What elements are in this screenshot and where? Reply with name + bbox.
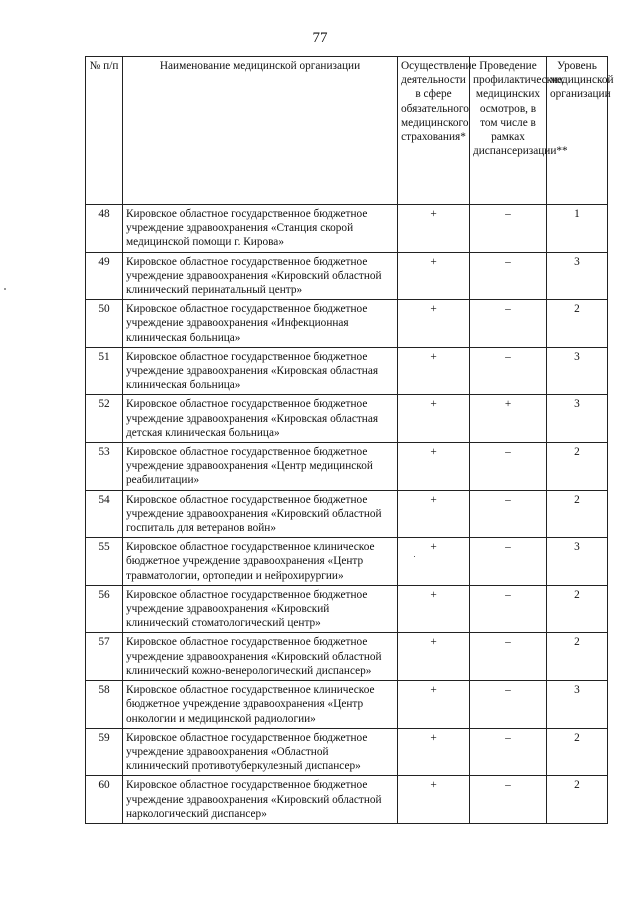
prof-mark: – [470,347,547,395]
row-number: 48 [86,205,123,253]
prof-mark: – [470,252,547,300]
oms-mark: + [398,252,470,300]
oms-mark: + [398,633,470,681]
row-number: 52 [86,395,123,443]
prof-mark: – [470,300,547,348]
table-row [86,585,608,633]
organization-level: 3 [547,538,608,586]
organization-name: Кировское областное государственное бюджетное учреждение здравоохранения «Областной клинический противотуберкулезный диспансер» [123,728,398,776]
prof-mark: – [470,728,547,776]
oms-mark: + [398,490,470,538]
oms-mark: + [398,681,470,729]
prof-mark: – [470,205,547,253]
table-row [86,538,608,586]
table-body [86,205,608,824]
organization-name: Кировское областное государственное бюджетное учреждение здравоохранения «Кировский областной клинический кожно-венерологический диспансер» [123,633,398,681]
organization-name: Кировское областное государственное клиническое бюджетное учреждение здравоохранения «Центр травматологии, ортопедии и нейрохирургии» [123,538,398,586]
table-row [86,205,608,253]
table-row [86,347,608,395]
oms-mark: + [398,728,470,776]
prof-mark: – [470,585,547,633]
oms-mark: + [398,347,470,395]
prof-mark: – [470,443,547,491]
table-row [86,728,608,776]
organization-level: 2 [547,490,608,538]
table-row [86,681,608,729]
oms-mark: + [398,585,470,633]
oms-mark: + [398,205,470,253]
organization-level: 2 [547,728,608,776]
organization-level: 3 [547,252,608,300]
prof-mark: – [470,490,547,538]
oms-mark: + [398,300,470,348]
organization-level: 2 [547,776,608,824]
prof-mark: – [470,538,547,586]
margin-mark [4,288,6,290]
prof-mark: – [470,633,547,681]
table-row [86,395,608,443]
organization-level: 2 [547,443,608,491]
organization-level: 2 [547,633,608,681]
organization-name: Кировское областное государственное бюджетное учреждение здравоохранения «Кировская областная клиническая больница» [123,347,398,395]
table-row [86,490,608,538]
table-row [86,252,608,300]
row-number: 49 [86,252,123,300]
oms-mark: + [398,776,470,824]
row-number: 57 [86,633,123,681]
header-oms: Осуществление деятельности в сфере обязательного медицинского страхования* [398,57,470,205]
prof-mark: – [470,681,547,729]
row-number: 60 [86,776,123,824]
organization-name: Кировское областное государственное бюджетное учреждение здравоохранения «Станция скорой медицинской помощи г. Кирова» [123,205,398,253]
row-number: 50 [86,300,123,348]
header-name: Наименование медицинской организации [123,57,398,205]
organization-level: 2 [547,585,608,633]
table-header-row [86,57,608,205]
organization-level: 3 [547,347,608,395]
header-prof: Проведение профилактических медицинских осмотров, в том числе в рамках диспансеризации** [470,57,547,205]
row-number: 51 [86,347,123,395]
header-level: Уровень медицинской организации [547,57,608,205]
prof-mark: – [470,776,547,824]
organization-level: 1 [547,205,608,253]
organization-level: 3 [547,395,608,443]
row-number: 56 [86,585,123,633]
table-row [86,300,608,348]
table-row [86,776,608,824]
organization-name: Кировское областное государственное бюджетное учреждение здравоохранения «Инфекционная клиническая больница» [123,300,398,348]
row-number: 58 [86,681,123,729]
organization-level: 2 [547,300,608,348]
medical-organizations-table [85,56,614,824]
table-row [86,633,608,681]
organization-name: Кировское областное государственное бюджетное учреждение здравоохранения «Кировский областной клинический перинатальный центр» [123,252,398,300]
organization-name: Кировское областное государственное бюджетное учреждение здравоохранения «Кировский клинический стоматологический центр» [123,585,398,633]
prof-mark: + [470,395,547,443]
oms-mark: + [398,443,470,491]
row-number: 55 [86,538,123,586]
organization-level: 3 [547,681,608,729]
organization-name: Кировское областное государственное бюджетное учреждение здравоохранения «Кировская областная детская клиническая больница» [123,395,398,443]
row-number: 53 [86,443,123,491]
table-row [86,443,608,491]
row-number: 59 [86,728,123,776]
oms-mark: + [398,395,470,443]
oms-mark: + [398,538,470,586]
organization-name: Кировское областное государственное бюджетное учреждение здравоохранения «Кировский областной госпиталь для ветеранов войн» [123,490,398,538]
organization-name: Кировское областное государственное клиническое бюджетное учреждение здравоохранения «Центр онкологии и медицинской радиологии» [123,681,398,729]
organization-name: Кировское областное государственное бюджетное учреждение здравоохранения «Кировский областной наркологический диспансер» [123,776,398,824]
header-num: № п/п [86,57,123,205]
page-number: 77 [312,30,328,46]
row-number: 54 [86,490,123,538]
organization-name: Кировское областное государственное бюджетное учреждение здравоохранения «Центр медицинской реабилитации» [123,443,398,491]
